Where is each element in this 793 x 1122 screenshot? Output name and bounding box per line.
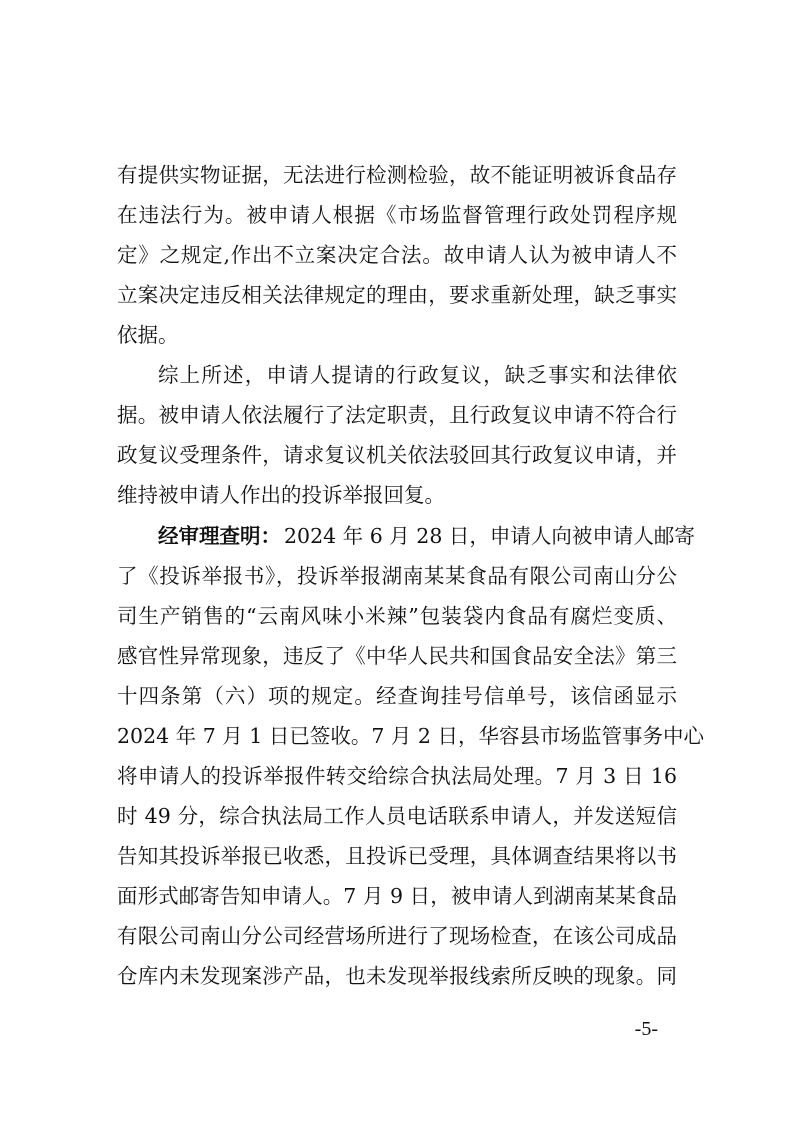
- text-line: 告知其投诉举报已收悉，且投诉已受理，具体调查结果将以书: [117, 844, 677, 868]
- text-line: 据。被申请人依法履行了法定职责，且行政复议申请不符合行: [117, 403, 677, 427]
- text-line: 时 49 分，综合执法局工作人员电话联系申请人，并发送短信: [117, 804, 677, 828]
- text-line: 仓库内未发现案涉产品，也未发现举报线索所反映的现象。同: [117, 964, 677, 988]
- text-line: 定》之规定,作出不立案决定合法。故申请人认为被申请人不: [117, 243, 677, 267]
- text-line: 感官性异常现象，违反了《中华人民共和国食品安全法》第三: [117, 644, 677, 668]
- text-line: 面形式邮寄告知申请人。7 月 9 日，被申请人到湖南某某食品: [117, 884, 677, 908]
- text-line: 在违法行为。被申请人根据《市场监督管理行政处罚程序规: [117, 203, 677, 227]
- text-line: 了《投诉举报书》，投诉举报湖南某某食品有限公司南山分公: [117, 564, 677, 588]
- text-line: 有限公司南山分公司经营场所进行了现场检查，在该公司成品: [117, 924, 677, 948]
- text-line: 综上所述，申请人提请的行政复议，缺乏事实和法律依: [158, 363, 677, 387]
- text-line: 2024 年 7 月 1 日已签收。7 月 2 日，华容县市场监管事务中心: [117, 724, 704, 748]
- page-number: -5-: [634, 1018, 658, 1040]
- text-line: 十四条第（六）项的规定。经查询挂号信单号，该信函显示: [117, 684, 677, 708]
- text-line: 依据。: [117, 323, 179, 347]
- text-line: 司生产销售的“云南风味小米辣”包装袋内食品有腐烂变质、: [117, 604, 677, 628]
- text-line: 将申请人的投诉举报件转交给综合执法局处理。7 月 3 日 16: [117, 764, 677, 788]
- text-line: 政复议受理条件，请求复议机关依法驳回其行政复议申请，并: [117, 443, 677, 467]
- text-line: 2024 年 6 月 28 日，申请人向被申请人邮寄: [284, 524, 695, 548]
- text-line: 立案决定违反相关法律规定的理由，要求重新处理，缺乏事实: [117, 283, 677, 307]
- text-line: 维持被申请人作出的投诉举报回复。: [117, 483, 445, 507]
- text-line: 有提供实物证据，无法进行检测检验，故不能证明被诉食品存: [117, 163, 677, 187]
- finding-label: 经审理查明：: [158, 524, 281, 548]
